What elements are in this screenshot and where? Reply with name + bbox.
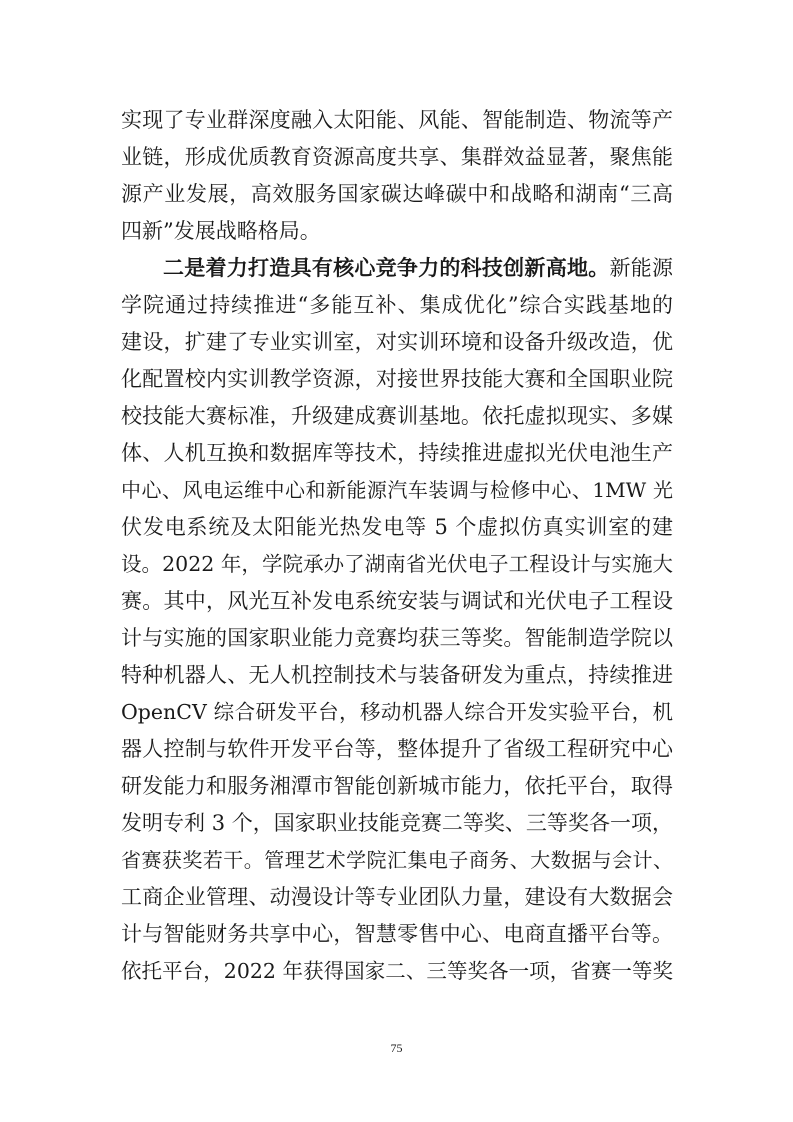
paragraph-2-line: 依托平台，2022 年获得国家二、三等奖各一项，省赛一等奖: [121, 959, 673, 983]
paragraph-1-line: 四新”发展战略格局。: [121, 219, 321, 243]
paragraph-2-line: 学院通过持续推进“多能互补、集成优化”综合实践基地的: [121, 293, 673, 317]
paragraph-2-line: 校技能大赛标准，升级建成赛训基地。依托虚拟现实、多媒: [121, 404, 673, 428]
paragraph-2-line: 特种机器人、无人机控制技术与装备研发为重点，持续推进: [121, 663, 673, 687]
paragraph-2-line: 发明专利 3 个，国家职业技能竞赛二等奖、三等奖各一项，: [121, 811, 673, 835]
page-number: 75: [390, 1041, 403, 1055]
paragraph-2-line: 体、人机互换和数据库等技术，持续推进虚拟光伏电池生产: [121, 441, 673, 465]
paragraph-2-line: 省赛获奖若干。管理艺术学院汇集电子商务、大数据与会计、: [121, 848, 673, 872]
paragraph-2-line: 赛。其中，风光互补发电系统安装与调试和光伏电子工程设: [121, 589, 673, 613]
paragraph-2-line: 工商企业管理、动漫设计等专业团队力量，建设有大数据会: [121, 885, 673, 909]
paragraph-1-line: 业链，形成优质教育资源高度共享、集群效益显著，聚焦能: [121, 145, 673, 169]
paragraph-2-line: 化配置校内实训教学资源，对接世界技能大赛和全国职业院: [121, 367, 673, 391]
paragraph-2-first-line-rest: 新能源: [609, 256, 674, 280]
paragraph-2-line: 器人控制与软件开发平台等，整体提升了省级工程研究中心: [121, 737, 673, 761]
paragraph-2-line: 研发能力和服务湘潭市智能创新城市能力，依托平台，取得: [121, 774, 673, 798]
paragraph-2-line: 建设，扩建了专业实训室，对实训环境和设备升级改造，优: [121, 330, 673, 354]
paragraph-2-first-line: [121, 250, 673, 286]
paragraph-2-line: 中心、风电运维中心和新能源汽车装调与检修中心、1MW 光: [121, 478, 673, 502]
paragraph-1-line: 实现了专业群深度融入太阳能、风能、智能制造、物流等产: [121, 108, 673, 132]
paragraph-2-line: 计与实施的国家职业能力竞赛均获三等奖。智能制造学院以: [121, 626, 673, 650]
paragraph-2-line: 计与智能财务共享中心，智慧零售中心、电商直播平台等。: [121, 922, 673, 946]
paragraph-2-heading: 二是着力打造具有核心竞争力的科技创新高地。: [163, 255, 610, 280]
paragraph-1-line: 源产业发展，高效服务国家碳达峰碳中和战略和湖南“三高: [121, 182, 673, 206]
paragraph-2-line: 伏发电系统及太阳能光热发电等 5 个虚拟仿真实训室的建: [121, 515, 673, 539]
paragraph-2-line: OpenCV 综合研发平台，移动机器人综合开发实验平台，机: [121, 700, 673, 724]
paragraph-2-line: 设。2022 年，学院承办了湖南省光伏电子工程设计与实施大: [121, 552, 673, 576]
